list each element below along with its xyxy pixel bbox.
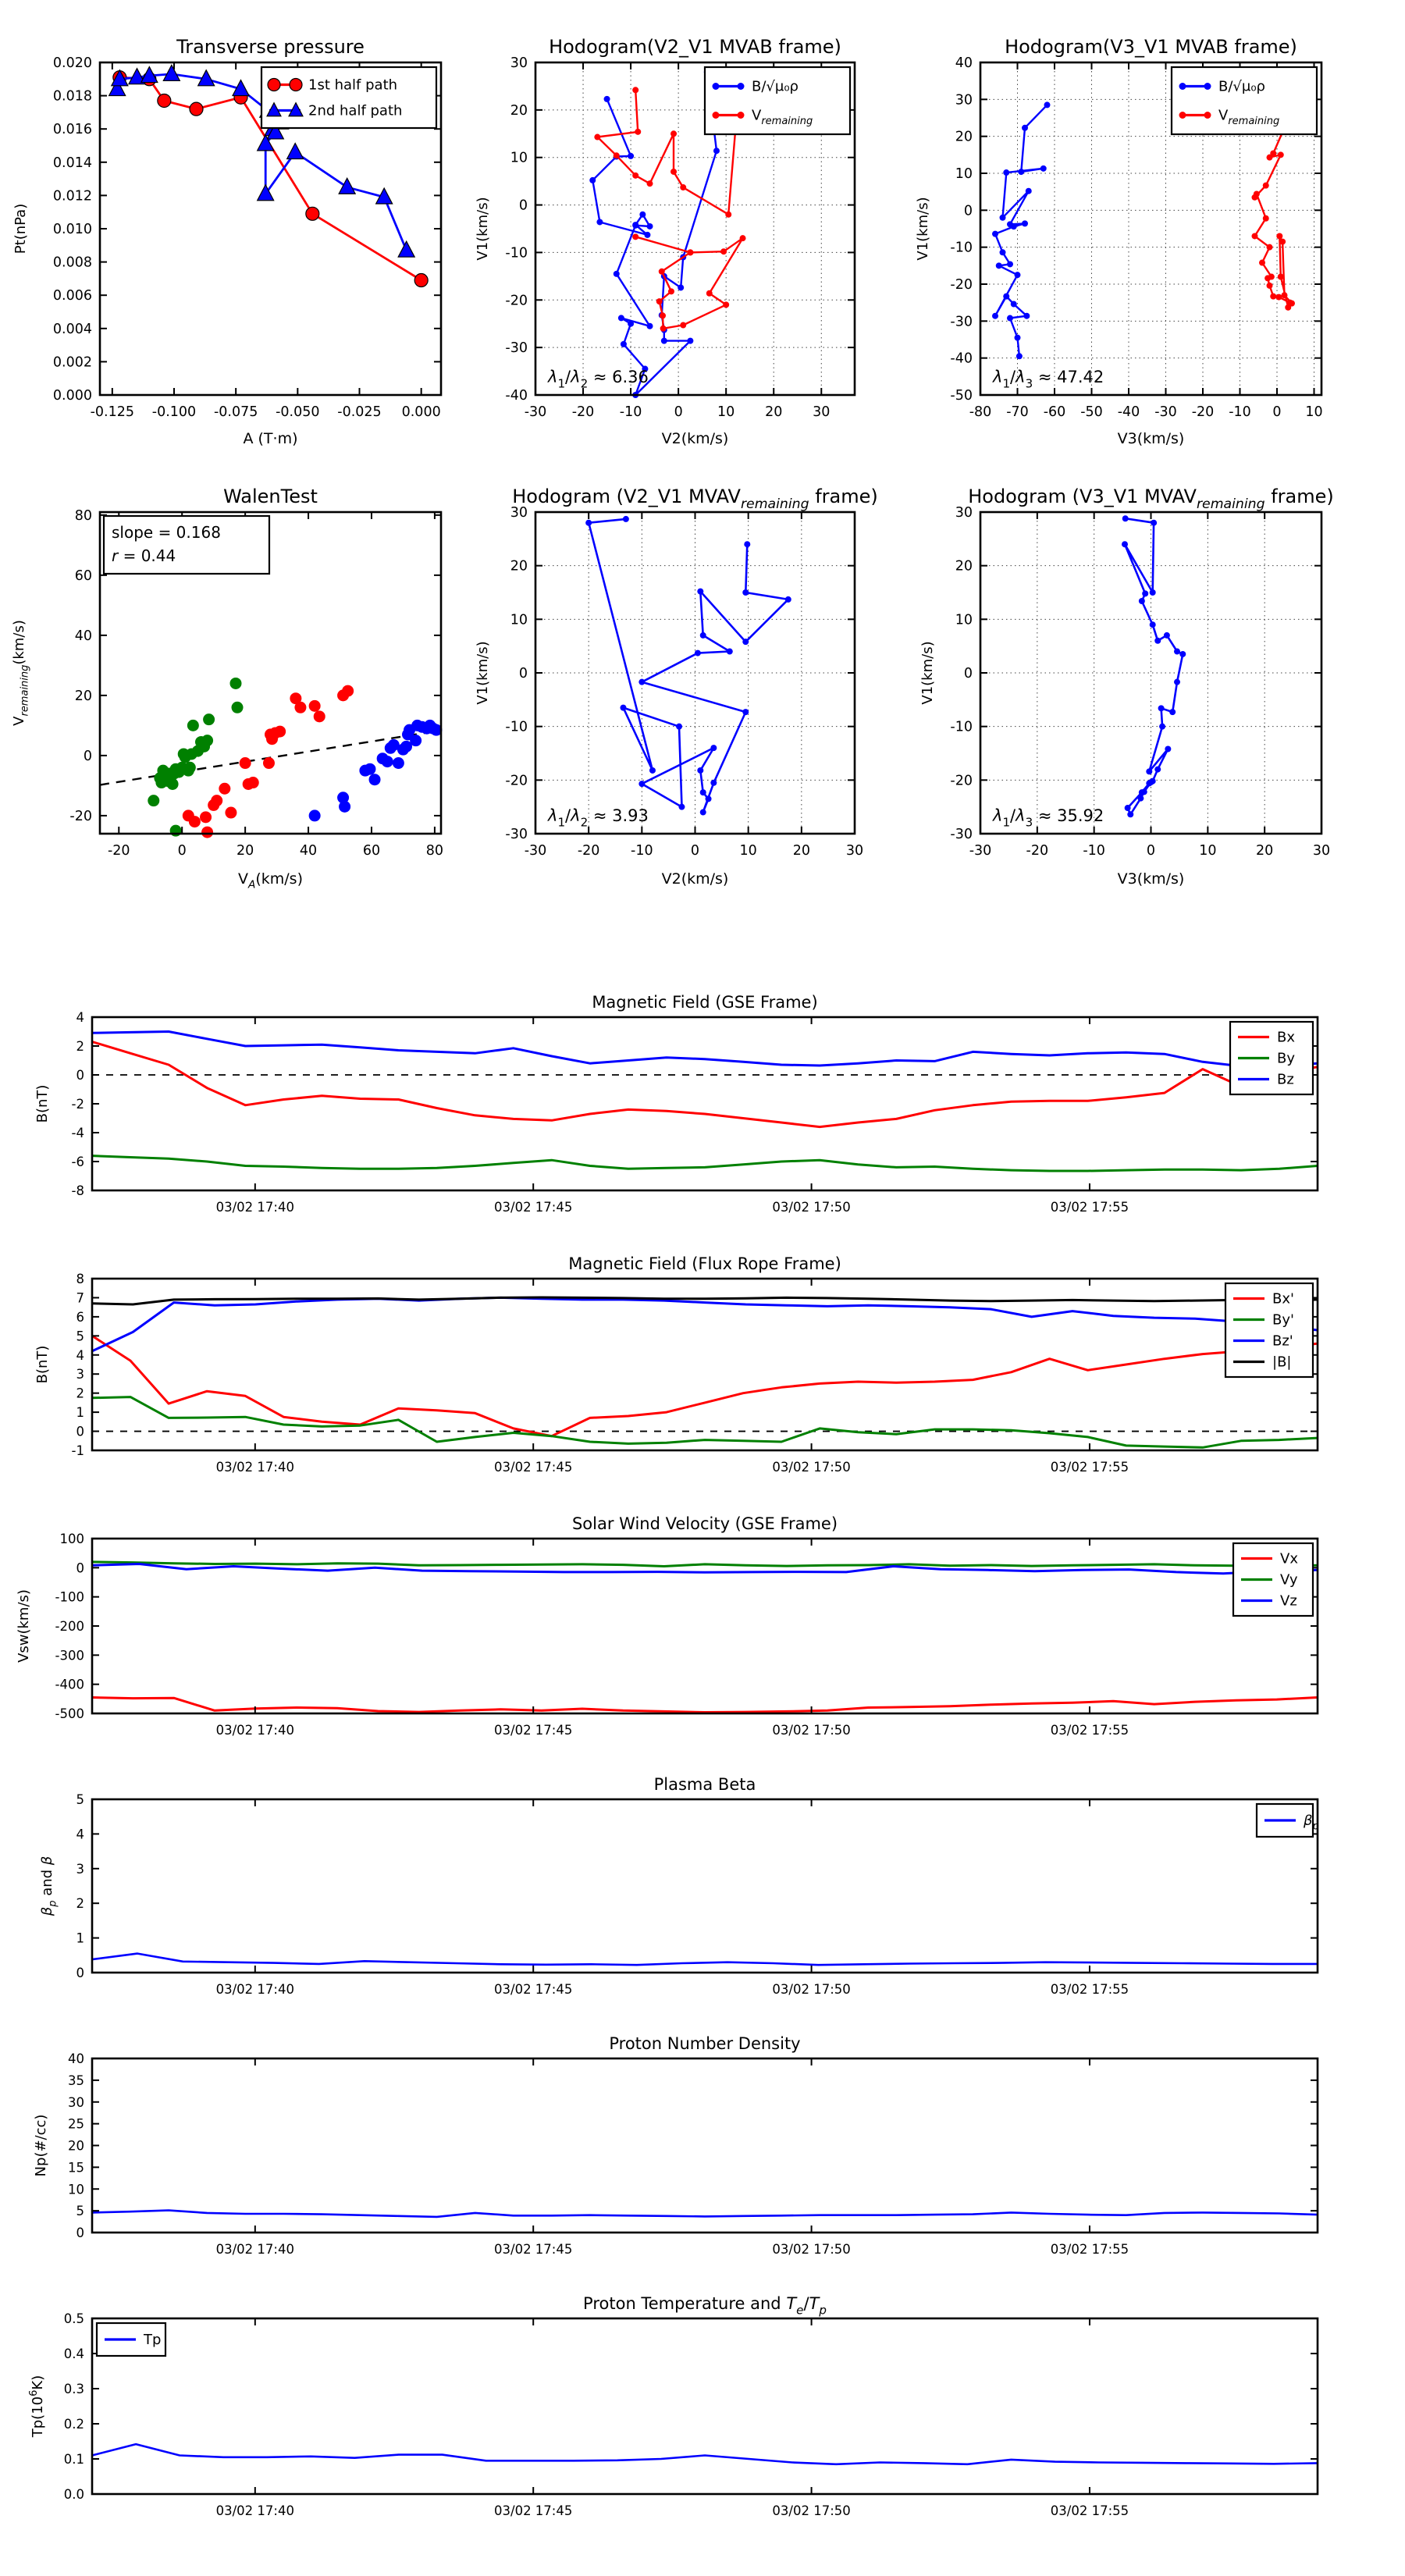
p2-annotation: $\lambda_1/\lambda_2 \approx 6.36$ (548, 368, 649, 391)
p1-ytick-label: 0.004 (52, 321, 92, 337)
beta-legend (1257, 1804, 1319, 1837)
p3-series-0 (992, 101, 1051, 359)
tp-legend-label: Tp (144, 2332, 162, 2348)
p6-ytick-label: 10 (955, 612, 973, 628)
np-ytick-label: 20 (68, 2138, 84, 2154)
beta-title: Plasma Beta (653, 1775, 756, 1794)
np-ylabel: Np(#/cc) (33, 2114, 49, 2177)
p2-xtick-label: -10 (619, 404, 642, 420)
gse-ytick-label: 0 (76, 1068, 84, 1083)
vsw-ytick-label: 0 (76, 1560, 84, 1576)
p1-ytick-label: 0.002 (52, 354, 92, 371)
tp-ylabel: $Tp(10^6K)$ (27, 2375, 46, 2438)
p2-xtick-label: 10 (717, 404, 735, 420)
np-ytick-label: 15 (68, 2160, 84, 2176)
p1-legend (261, 67, 436, 128)
chart-p3 (915, 36, 1323, 447)
fr-series-Bx' (92, 1336, 1318, 1436)
chart-p2 (475, 36, 855, 447)
p4-xtick-label: 20 (236, 843, 254, 859)
p1-xtick-label: 0.000 (401, 404, 441, 420)
p2-title: Hodogram(V2_V1 MVAB frame) (549, 36, 841, 58)
p4-xtick-label: 60 (362, 843, 381, 859)
p2-ytick-label: -40 (505, 388, 528, 404)
p1-ytick-label: 0.016 (52, 122, 92, 138)
p4-series-1 (183, 685, 354, 838)
p3-ytick-label: 0 (963, 203, 973, 219)
p3-legend-label: $V_{remaining}$ (1218, 107, 1280, 127)
p1-ytick-label: 0.000 (52, 388, 92, 404)
vsw-legend (1233, 1543, 1313, 1616)
vsw-xtick-label: 03/02 17:40 (215, 1723, 294, 1738)
chart-p6 (919, 486, 1334, 888)
p1-xtick-label: -0.100 (151, 404, 197, 420)
p3-xtick-label: -30 (1154, 404, 1177, 420)
gse-ytick-label: 2 (76, 1039, 84, 1054)
p2-xtick-label: 30 (813, 404, 831, 420)
fr-legend-label: Bz' (1272, 1332, 1293, 1350)
chart-tp (28, 2294, 1318, 2518)
p5-ytick-label: -10 (505, 719, 528, 735)
p5-grid (535, 512, 855, 834)
chart-gse (34, 993, 1318, 1215)
p3-xtick-label: 0 (1272, 404, 1282, 420)
np-ticks (68, 2051, 1318, 2257)
gse-axes-frame (92, 1017, 1318, 1190)
p5-ytick-label: -20 (505, 773, 528, 789)
p1-title: Transverse pressure (176, 36, 365, 58)
fr-xtick-label: 03/02 17:45 (494, 1460, 573, 1475)
np-xtick-label: 03/02 17:45 (494, 2242, 573, 2257)
fr-xtick-label: 03/02 17:50 (772, 1460, 851, 1475)
fr-ytick-label: 7 (76, 1290, 84, 1306)
np-axes-frame (92, 2058, 1318, 2233)
p6-xtick-label: -10 (1083, 843, 1105, 859)
p3-xtick-label: -50 (1080, 404, 1103, 420)
p1-legend-label: 2nd half path (308, 102, 403, 119)
p6-series-0 (1122, 515, 1186, 817)
p3-ytick-label: -40 (950, 350, 973, 367)
vsw-ticks (55, 1532, 1318, 1738)
tp-ticks (64, 2311, 1318, 2518)
tp-series-Tp (92, 2444, 1318, 2464)
p6-ytick-label: -30 (950, 827, 973, 842)
beta-xtick-label: 03/02 17:40 (215, 1982, 294, 1997)
np-ytick-label: 0 (76, 2226, 84, 2240)
p6-xlabel: V3(km/s) (1117, 870, 1185, 888)
p3-ytick-label: 40 (955, 55, 973, 71)
np-ytick-label: 35 (68, 2073, 84, 2088)
p4-xlabel: $V_A(km/s)$ (237, 870, 304, 891)
p6-ytick-label: 0 (963, 666, 973, 681)
chart-np (33, 2034, 1318, 2257)
np-ytick-label: 5 (76, 2204, 84, 2219)
beta-ytick-label: 3 (76, 1861, 84, 1877)
p1-ytick-label: 0.006 (52, 288, 92, 304)
tp-ytick-label: 0.1 (63, 2452, 84, 2467)
np-ytick-label: 40 (68, 2051, 84, 2066)
p1-xlabel: A (T·m) (243, 430, 298, 447)
p1-ytick-label: 0.010 (52, 222, 92, 237)
p2-legend-label: B/√μ₀ρ (752, 78, 799, 95)
beta-ytick-label: 4 (76, 1827, 84, 1842)
p3-legend (1172, 67, 1317, 134)
gse-ytick-label: -4 (71, 1126, 84, 1140)
np-xtick-label: 03/02 17:50 (772, 2242, 851, 2257)
tp-title: Proton Temperature and $T_e/T_p$ (583, 2294, 827, 2318)
p3-ytick-label: 30 (955, 92, 973, 109)
fr-ytick-label: 1 (76, 1405, 84, 1421)
fr-ytick-label: 5 (76, 1329, 84, 1344)
p2-xlabel: V2(km/s) (661, 430, 729, 447)
beta-ticks (76, 1792, 1318, 1997)
p3-ytick-label: -20 (950, 277, 973, 293)
p4-ytick-label: 40 (74, 628, 92, 644)
p3-title: Hodogram(V3_V1 MVAB frame) (1005, 36, 1297, 58)
p6-title: Hodogram (V3_V1 $MVAV_{remaining}$ frame) (968, 486, 1334, 513)
p3-ytick-label: -30 (950, 314, 973, 330)
p4-ytick-label: -20 (69, 808, 92, 824)
p4-xtick-label: 40 (299, 843, 318, 859)
vsw-xtick-label: 03/02 17:45 (494, 1723, 573, 1738)
tp-axes-frame (92, 2318, 1318, 2494)
tp-ytick-label: 0.2 (63, 2417, 84, 2432)
p1-ytick-label: 0.018 (52, 88, 92, 105)
p5-ylabel: V1(km/s) (475, 641, 491, 705)
beta-xtick-label: 03/02 17:55 (1050, 1982, 1129, 1997)
p3-ytick-label: -10 (950, 240, 973, 256)
gse-legend-label: Bz (1277, 1071, 1294, 1088)
fr-legend-label: By' (1272, 1311, 1294, 1329)
p1-xtick-label: -0.025 (337, 404, 382, 420)
p5-xtick-label: -10 (631, 843, 653, 859)
tp-ytick-label: 0.3 (63, 2382, 84, 2396)
p5-xtick-label: 30 (845, 843, 864, 859)
tp-ytick-label: 0.0 (63, 2487, 84, 2502)
vsw-legend-label: Vz (1280, 1592, 1297, 1610)
p5-xtick-label: 10 (739, 843, 757, 859)
fr-series-Bz' (92, 1297, 1318, 1351)
p5-ytick-label: 0 (518, 666, 528, 681)
p5-ytick-label: -30 (505, 827, 528, 842)
vsw-title: Solar Wind Velocity (GSE Frame) (571, 1514, 838, 1533)
chart-beta (39, 1775, 1319, 1997)
p2-ylabel: V1(km/s) (475, 197, 491, 261)
p4-ytick-label: 60 (74, 568, 92, 584)
np-series-Np (92, 2211, 1318, 2217)
p2-ytick-label: -10 (505, 245, 528, 262)
p3-xtick-label: -80 (969, 404, 992, 420)
p3-xtick-label: -60 (1043, 404, 1066, 420)
fr-ytick-label: 4 (76, 1347, 84, 1363)
p1-ylabel: Pt(nPa) (12, 203, 29, 254)
beta-series-beta_p (92, 1954, 1318, 1966)
vsw-ylabel: Vsw(km/s) (16, 1589, 32, 1663)
fr-ytick-label: 3 (76, 1367, 84, 1382)
p2-series-0 (589, 69, 720, 398)
p4-title: WalenTest (223, 486, 318, 507)
p1-ytick-label: 0.020 (52, 55, 92, 71)
p5-xtick-label: -30 (524, 843, 547, 859)
np-ytick-label: 30 (68, 2094, 84, 2110)
p6-xtick-label: -30 (969, 843, 992, 859)
fr-ytick-label: 6 (76, 1309, 84, 1325)
p1-xtick-label: -0.075 (213, 404, 258, 420)
p1-xtick-label: -0.050 (276, 404, 320, 420)
p3-ylabel: V1(km/s) (915, 197, 931, 261)
vsw-ytick-label: -300 (55, 1648, 84, 1663)
gse-ytick-label: -6 (71, 1155, 84, 1169)
p1-ytick-label: 0.008 (52, 254, 92, 271)
beta-axes-frame (92, 1799, 1318, 1973)
p2-xtick-label: -30 (524, 404, 547, 420)
gse-series-Bx (92, 1042, 1318, 1127)
p5-xtick-label: -20 (577, 843, 600, 859)
chart-vsw (16, 1514, 1318, 1738)
p2-xtick-label: 20 (765, 404, 783, 420)
p6-ytick-label: 20 (955, 558, 973, 575)
p3-xtick-label: 10 (1305, 404, 1323, 420)
fr-series-By' (92, 1397, 1318, 1448)
p1-xtick-label: -0.125 (90, 404, 135, 420)
p3-annotation: $\lambda_1/\lambda_3 \approx 47.42$ (993, 368, 1104, 391)
tp-ytick-label: 0.4 (63, 2347, 84, 2361)
gse-xtick-label: 03/02 17:50 (772, 1200, 851, 1215)
tp-ytick-label: 0.5 (63, 2311, 84, 2326)
p4-ytick-label: 20 (74, 688, 92, 704)
p4-stats-box (104, 516, 269, 574)
p6-xtick-label: 0 (1146, 843, 1156, 859)
p3-xtick-label: -10 (1229, 404, 1251, 420)
vsw-xtick-label: 03/02 17:55 (1050, 1723, 1129, 1738)
vsw-ytick-label: -100 (55, 1589, 84, 1605)
gse-ylabel: B(nT) (34, 1084, 51, 1123)
p5-ytick-label: 30 (510, 505, 528, 521)
tp-legend (97, 2323, 165, 2356)
beta-xtick-label: 03/02 17:45 (494, 1982, 573, 1997)
beta-ylabel: $\beta_p$ and β (39, 1856, 59, 1916)
p2-ytick-label: -30 (505, 340, 528, 357)
chart-p1 (12, 36, 441, 447)
np-xtick-label: 03/02 17:40 (215, 2242, 294, 2257)
p3-xtick-label: -20 (1191, 404, 1215, 420)
p6-ytick-label: 30 (955, 505, 973, 521)
p4-xtick-label: 80 (425, 843, 444, 859)
chart-fr (34, 1254, 1318, 1475)
svg-text:r = 0.44: r = 0.44 (112, 546, 176, 565)
tp-xtick-label: 03/02 17:40 (215, 2503, 294, 2518)
fr-title: Magnetic Field (Flux Rope Frame) (568, 1254, 841, 1273)
gse-series-By (92, 1156, 1318, 1171)
vsw-legend-label: Vy (1280, 1571, 1298, 1589)
fr-ytick-label: 2 (76, 1386, 84, 1401)
p1-ytick-label: 0.014 (52, 155, 92, 171)
p5-ytick-label: 20 (510, 558, 528, 575)
p3-xlabel: V3(km/s) (1117, 430, 1185, 447)
p6-ytick-label: -20 (950, 773, 973, 789)
p2-ytick-label: 30 (510, 55, 528, 71)
vsw-ytick-label: -400 (55, 1677, 84, 1692)
gse-legend-label: Bx (1277, 1029, 1296, 1046)
gse-ytick-label: -2 (71, 1097, 84, 1112)
vsw-ytick-label: 100 (59, 1532, 84, 1546)
p6-annotation: $\lambda_1/\lambda_3 \approx 35.92$ (993, 806, 1104, 830)
svg-text:slope = 0.168: slope = 0.168 (112, 523, 221, 542)
p2-ytick-label: 0 (518, 197, 528, 214)
p3-xtick-label: -40 (1117, 404, 1140, 420)
np-ytick-label: 25 (68, 2116, 84, 2132)
p5-xtick-label: 20 (792, 843, 810, 859)
beta-legend-label: $\beta_p$ (1304, 1813, 1319, 1833)
p6-ticks (950, 505, 1330, 859)
vsw-series-Vx (92, 1698, 1318, 1713)
p3-legend-label: B/√μ₀ρ (1218, 78, 1265, 95)
p1-ytick-label: 0.012 (52, 188, 92, 205)
beta-ytick-label: 5 (76, 1792, 84, 1807)
p4-ytick-label: 80 (74, 507, 92, 524)
p2-ytick-label: -20 (505, 293, 528, 309)
p4-series-2 (309, 720, 443, 822)
p6-xtick-label: 10 (1199, 843, 1217, 859)
p2-legend-label: $V_{remaining}$ (752, 107, 813, 127)
p6-xtick-label: -20 (1026, 843, 1049, 859)
p5-annotation: $\lambda_1/\lambda_2 \approx 3.93$ (548, 806, 649, 830)
fr-ylabel: B(nT) (34, 1345, 51, 1384)
fr-ytick-label: 8 (76, 1272, 84, 1286)
p1-legend-label: 1st half path (308, 76, 398, 94)
fr-xtick-label: 03/02 17:40 (215, 1460, 294, 1475)
p3-series-1 (1252, 112, 1296, 311)
vsw-series-Vy (92, 1562, 1318, 1567)
vsw-xtick-label: 03/02 17:50 (772, 1723, 851, 1738)
p5-xtick-label: 0 (690, 843, 700, 859)
gse-xtick-label: 03/02 17:55 (1050, 1200, 1129, 1215)
gse-xtick-label: 03/02 17:45 (494, 1200, 573, 1215)
gse-ytick-label: -8 (71, 1183, 84, 1198)
np-title: Proton Number Density (609, 2034, 801, 2053)
p3-xtick-label: -70 (1006, 404, 1029, 420)
chart-p4 (11, 486, 443, 891)
gse-xtick-label: 03/02 17:40 (215, 1200, 294, 1215)
p2-xtick-label: -20 (571, 404, 595, 420)
p6-ylabel: V1(km/s) (919, 641, 936, 705)
p6-ytick-label: -10 (950, 719, 973, 735)
p4-xtick-label: 0 (177, 843, 187, 859)
fr-legend-label: Bx' (1272, 1290, 1294, 1308)
fr-legend-label: |B| (1272, 1354, 1292, 1371)
p4-xtick-label: -20 (107, 843, 130, 859)
np-xtick-label: 03/02 17:55 (1050, 2242, 1129, 2257)
p2-ytick-label: 10 (510, 150, 528, 166)
vsw-legend-label: Vx (1280, 1550, 1298, 1567)
p5-title: Hodogram (V2_V1 $MVAV_{remaining}$ frame) (512, 486, 878, 513)
gse-legend-label: By (1277, 1050, 1296, 1067)
tp-xtick-label: 03/02 17:45 (494, 2503, 573, 2518)
p6-xtick-label: 20 (1256, 843, 1274, 859)
p6-xtick-label: 30 (1312, 843, 1331, 859)
p5-xlabel: V2(km/s) (661, 870, 729, 888)
p5-ytick-label: 10 (510, 612, 528, 628)
p5-series-0 (585, 516, 791, 816)
p2-xtick-label: 0 (674, 404, 683, 420)
beta-xtick-label: 03/02 17:50 (772, 1982, 851, 1997)
chart-p5 (475, 486, 878, 888)
tp-xtick-label: 03/02 17:55 (1050, 2503, 1129, 2518)
p4-ylabel: $V_{remaining}(km/s)$ (11, 620, 31, 726)
p4-ytick-label: 0 (83, 748, 92, 764)
gse-series-Bz (92, 1029, 1318, 1066)
p3-ytick-label: -50 (950, 388, 973, 404)
beta-ytick-label: 0 (76, 1966, 84, 1980)
np-ytick-label: 10 (68, 2182, 84, 2197)
vsw-ytick-label: -500 (55, 1706, 84, 1721)
p2-ytick-label: 20 (510, 102, 528, 119)
beta-ytick-label: 2 (76, 1896, 84, 1912)
fr-ytick-label: -1 (71, 1443, 84, 1458)
p2-legend (705, 67, 850, 134)
gse-title: Magnetic Field (GSE Frame) (592, 993, 818, 1012)
gse-legend (1230, 1022, 1313, 1094)
p3-ytick-label: 20 (955, 129, 973, 145)
beta-ytick-label: 1 (76, 1930, 84, 1946)
vsw-ytick-label: -200 (55, 1619, 84, 1634)
gse-ytick-label: 4 (76, 1010, 84, 1025)
p3-ytick-label: 10 (955, 166, 973, 182)
fr-ytick-label: 0 (76, 1424, 84, 1439)
fr-legend (1225, 1283, 1313, 1377)
fr-xtick-label: 03/02 17:55 (1050, 1460, 1129, 1475)
tp-xtick-label: 03/02 17:50 (772, 2503, 851, 2518)
